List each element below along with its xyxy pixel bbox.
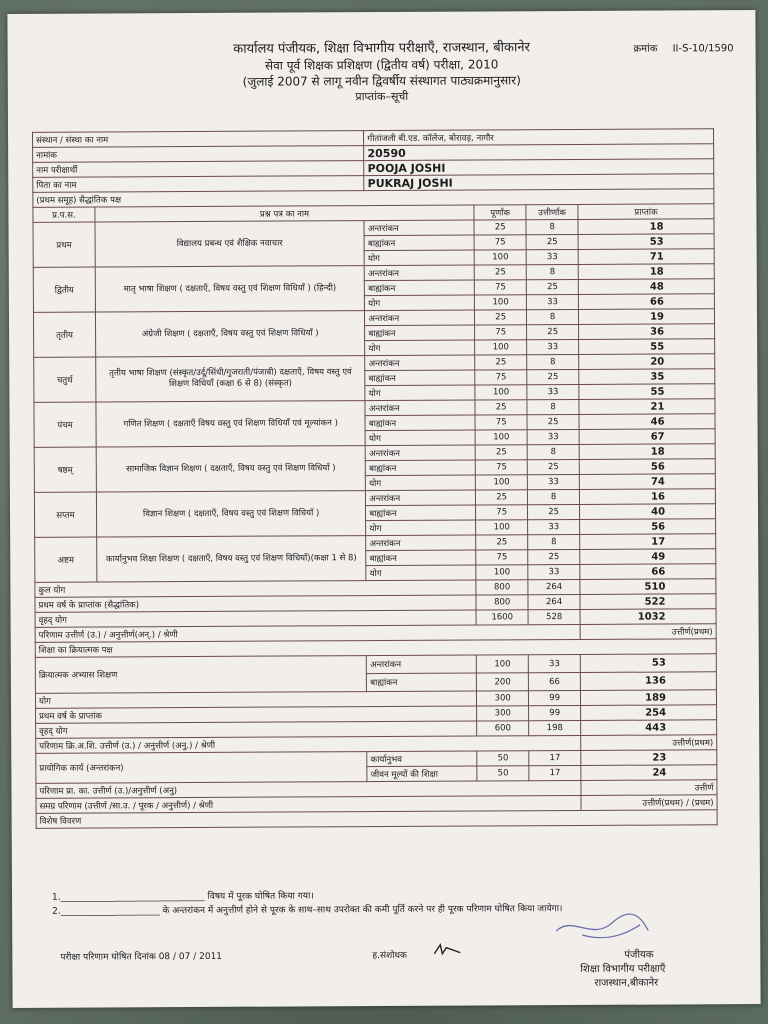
total-pass: 264 xyxy=(528,594,580,609)
paper-name: सामाजिक विज्ञान शिक्षण ( दक्षताएँ, विषय वस्तु एवं शिक्षण विधियाँ ) xyxy=(96,446,366,492)
project-type: कार्यानुभव xyxy=(367,751,477,767)
theory-group-label: (प्रथम समूह) सैद्धांतिक पक्ष xyxy=(33,189,714,208)
obtained-marks: 24 xyxy=(581,765,717,781)
pass-marks: 25 xyxy=(527,459,579,474)
paper-name: कार्यानुभव शिक्षा शिक्षण ( दक्षताएँ, विषय वस्तु एवं शिक्षण विधियाँ)(कक्षा 1 से 8) xyxy=(97,536,367,582)
max-marks: 100 xyxy=(475,385,527,400)
obtained-marks: 66 xyxy=(580,564,716,580)
max-marks: 25 xyxy=(475,445,527,460)
total-obtained: 510 xyxy=(580,579,716,595)
obtained-marks: 67 xyxy=(579,429,715,445)
obtained-marks: 56 xyxy=(580,519,716,535)
mark-type: अन्तरांकन xyxy=(365,310,475,326)
mark-type: अन्तरांकन xyxy=(364,220,474,236)
max-marks: 75 xyxy=(474,235,526,250)
paper-number: पंचम xyxy=(34,402,96,447)
total-obtained: 522 xyxy=(580,594,716,610)
total-pass: 264 xyxy=(528,579,580,594)
marksheet-title: प्राप्तांक–सूची xyxy=(355,89,409,104)
mark-type: अन्तरांकन xyxy=(365,400,475,416)
pass-marks: 33 xyxy=(526,249,578,264)
obtained-marks: 17 xyxy=(580,534,716,550)
mark-type: बाह्यांकन xyxy=(364,235,474,251)
pass-marks: 33 xyxy=(527,339,579,354)
serial-value: II-S-10/1590 xyxy=(672,43,734,55)
registrar-office: शिक्षा विभागीय परीक्षाएँ xyxy=(580,963,666,975)
obtained-marks: 46 xyxy=(579,414,715,430)
pass-marks: 8 xyxy=(528,534,580,549)
registrar-title: पंजीयक xyxy=(624,949,654,961)
total-max: 800 xyxy=(476,580,528,595)
pass-marks: 33 xyxy=(527,429,579,444)
paper-number: द्वितीय xyxy=(33,267,95,312)
pass-marks: 8 xyxy=(527,354,579,369)
obtained-marks: 53 xyxy=(580,654,716,673)
pass-marks: 25 xyxy=(528,549,580,564)
result-value: उत्तीर्ण xyxy=(581,780,717,796)
obtained-marks: 18 xyxy=(579,444,715,460)
max-marks: 50 xyxy=(477,751,529,766)
max-marks: 100 xyxy=(474,250,526,265)
total-pass: 198 xyxy=(529,720,581,735)
total-max: 1600 xyxy=(476,610,528,625)
max-marks: 100 xyxy=(476,475,528,490)
total-label: प्रथम वर्ष के प्राप्तांक xyxy=(36,706,477,723)
paper-name: गणित शिक्षण ( दक्षताएँ विषय वस्तु एवं शिक्षण विधियाँ एवं मूल्यांकन ) xyxy=(96,401,366,447)
pass-marks: 66 xyxy=(529,672,581,690)
max-marks: 25 xyxy=(475,310,527,325)
pass-marks: 17 xyxy=(529,765,581,780)
obtained-marks: 35 xyxy=(579,369,715,385)
result-value: उत्तीर्ण(प्रथम) / (प्रथम) xyxy=(581,795,717,811)
paper-name: विद्यालय प्रबन्ध एवं शैक्षिक नवाचार xyxy=(95,221,365,267)
mark-type: बाह्यांकन xyxy=(366,550,476,566)
registrar-signature xyxy=(552,911,652,946)
obtained-marks: 40 xyxy=(580,504,716,520)
pass-marks: 25 xyxy=(526,279,578,294)
total-pass: 99 xyxy=(529,690,581,705)
max-marks: 200 xyxy=(477,673,529,691)
special-remarks-label: विशेष विवरण xyxy=(36,810,717,829)
max-marks: 75 xyxy=(475,460,527,475)
mark-type: अन्तरांकन xyxy=(366,535,476,551)
mark-type: बाह्यांकन xyxy=(365,415,475,431)
obtained-marks: 53 xyxy=(578,234,714,250)
obtained-marks: 18 xyxy=(578,219,714,235)
checker-signature xyxy=(432,942,462,958)
pass-marks: 33 xyxy=(528,519,580,534)
obtained-marks: 66 xyxy=(578,294,714,310)
pass-marks: 33 xyxy=(528,564,580,579)
total-label: कुल योग xyxy=(35,580,476,597)
max-marks: 100 xyxy=(477,655,529,673)
obtained-marks: 55 xyxy=(579,384,715,400)
max-marks: 25 xyxy=(475,400,527,415)
mark-type: योग xyxy=(365,340,475,356)
obtained-marks: 136 xyxy=(580,672,716,691)
max-marks: 100 xyxy=(475,430,527,445)
max-marks: 75 xyxy=(475,415,527,430)
obtained-marks: 74 xyxy=(579,474,715,490)
pass-marks: 25 xyxy=(527,414,579,429)
paper-name: विज्ञान शिक्षण ( दक्षताएँ, विषय वस्तु एवं शिक्षण विधियाँ ) xyxy=(96,491,366,537)
mark-type: बाह्यांकन xyxy=(365,325,475,341)
total-label: प्रथम वर्ष के प्राप्तांक (सैद्धांतिक) xyxy=(35,595,476,612)
obtained-marks: 49 xyxy=(580,549,716,565)
total-max: 300 xyxy=(477,706,529,721)
total-max: 300 xyxy=(477,691,529,706)
serial-number xyxy=(621,40,733,55)
obtained-marks: 20 xyxy=(579,354,715,370)
mark-type: अन्तरांकन xyxy=(367,655,477,674)
paper-name: तृतीय भाषा शिक्षण (संस्कृत/उर्दू/सिंधी/गुजराती/पंजाबी) दक्षताएँ, विषय वस्तु एवं शिक्षण विधियाँ (कक्षा 6 से 8) (संस्कृत) xyxy=(96,356,366,402)
mark-type: अन्तरांकन xyxy=(365,265,475,281)
mark-type: योग xyxy=(365,295,475,311)
paper-name: अंग्रेजी शिक्षण ( दक्षताएँ, विषय वस्तु एवं शिक्षण विधियाँ ) xyxy=(95,311,365,357)
result-value: उत्तीर्ण(प्रथम) xyxy=(581,735,717,751)
name-value: POOJA JOSHI xyxy=(364,159,714,176)
mark-type: योग xyxy=(365,385,475,401)
office-title: कार्यालय पंजीयक, शिक्षा विभागीय परीक्षाएँ, राजस्थान, बीकानेर xyxy=(233,40,530,57)
col-obtained-header: प्राप्तांक xyxy=(578,204,714,220)
pass-marks: 33 xyxy=(528,654,580,672)
syllabus-note: (जुलाई 2007 से लागू नवीन द्विवर्षीय संस्थागत पाठ्यक्रमानुसार) xyxy=(242,73,521,89)
obtained-marks: 71 xyxy=(578,249,714,265)
mark-type: योग xyxy=(366,475,476,491)
paper-name: मातृ भाषा शिक्षण ( दक्षताएँ, विषय वस्तु एवं शिक्षण विधियाँ ) (हिन्दी) xyxy=(95,266,365,312)
max-marks: 25 xyxy=(476,490,528,505)
paper-number: सप्तम xyxy=(34,492,96,537)
total-pass: 99 xyxy=(529,705,581,720)
result-label: परिणाम क्रि.अ.शि. उत्तीर्ण (उ.) / अनुत्तीर्ण (अनु.) / श्रेणी xyxy=(36,735,581,753)
max-marks: 50 xyxy=(477,766,529,781)
max-marks: 75 xyxy=(476,550,528,565)
project-type: जीवन मूल्यों की शिक्षा xyxy=(367,766,477,782)
max-marks: 100 xyxy=(476,520,528,535)
result-value: उत्तीर्ण(प्रथम) xyxy=(580,624,716,640)
max-marks: 25 xyxy=(474,220,526,235)
pass-marks: 8 xyxy=(526,264,578,279)
mark-type: बाह्यांकन xyxy=(365,280,475,296)
max-marks: 100 xyxy=(475,340,527,355)
pass-marks: 25 xyxy=(527,324,579,339)
pass-marks: 8 xyxy=(527,444,579,459)
max-marks: 75 xyxy=(475,325,527,340)
name-label: नाम परीक्षार्थी xyxy=(33,161,364,178)
mark-type: बाह्यांकन xyxy=(366,505,476,521)
total-obtained: 189 xyxy=(581,690,717,706)
pass-marks: 8 xyxy=(527,309,579,324)
paper-number: षष्ठम् xyxy=(34,447,96,492)
roll-value: 20590 xyxy=(364,144,714,161)
obtained-marks: 48 xyxy=(578,279,714,295)
max-marks: 75 xyxy=(475,370,527,385)
obtained-marks: 21 xyxy=(579,399,715,415)
total-label: वृहद् योग xyxy=(36,721,477,738)
paper-number: प्रथम xyxy=(33,222,95,267)
pass-marks: 8 xyxy=(528,489,580,504)
col-pass-header: उत्तीर्णांक xyxy=(526,204,578,219)
footnote-1: 1.________________________________ विषय में पूरक घोषित किया गया। xyxy=(52,891,314,903)
max-marks: 100 xyxy=(475,295,527,310)
pass-marks: 25 xyxy=(527,369,579,384)
mark-type: योग xyxy=(366,565,476,581)
total-max: 800 xyxy=(476,595,528,610)
mark-type: योग xyxy=(364,250,474,266)
pass-marks: 33 xyxy=(527,294,579,309)
max-marks: 75 xyxy=(476,505,528,520)
mark-type: बाह्यांकन xyxy=(366,460,476,476)
mark-type: योग xyxy=(366,520,476,536)
marks-table xyxy=(32,128,718,829)
pass-marks: 17 xyxy=(529,750,581,765)
mark-type: योग xyxy=(365,430,475,446)
total-obtained: 254 xyxy=(581,705,717,721)
institute-label: संस्थान / संस्था का नाम xyxy=(33,131,364,148)
registrar-location: राजस्थान,बीकानेर xyxy=(594,977,659,989)
father-value: PUKRAJ JOSHI xyxy=(364,174,714,191)
pass-marks: 8 xyxy=(527,399,579,414)
obtained-marks: 18 xyxy=(578,264,714,280)
total-pass: 528 xyxy=(528,609,580,624)
paper-number: चतुर्थ xyxy=(34,357,96,402)
pass-marks: 8 xyxy=(526,219,578,234)
result-label: परिणाम उत्तीर्ण (उ.) / अनुत्तीर्ण(अन्.) / श्रेणी xyxy=(35,624,580,642)
mark-type: बाह्यांकन xyxy=(367,673,477,692)
obtained-marks: 56 xyxy=(579,459,715,475)
mark-type: अन्तरांकन xyxy=(365,355,475,371)
max-marks: 75 xyxy=(475,280,527,295)
footnote-2: 2.______________________ के अन्तरांकन में अनुत्तीर्ण होने से पूरक के साथ–साथ उपरोक्त की कमी पूर्ति करने पर ही पूरक परिणाम घोषित किया जायेगा। xyxy=(52,904,563,917)
obtained-marks: 55 xyxy=(579,339,715,355)
max-marks: 100 xyxy=(476,565,528,580)
obtained-marks: 23 xyxy=(581,750,717,766)
marksheet-document xyxy=(7,10,760,1008)
obtained-marks: 36 xyxy=(579,324,715,340)
obtained-marks: 19 xyxy=(579,309,715,325)
total-label: वृहद् योग xyxy=(35,610,476,627)
serial-label: क्रमांक xyxy=(633,43,658,55)
max-marks: 25 xyxy=(474,265,526,280)
obtained-marks: 16 xyxy=(580,489,716,505)
father-label: पिता का नाम xyxy=(33,176,364,193)
practical-name: क्रियात्मक अभ्यास शिक्षण xyxy=(35,656,367,694)
paper-number: तृतीय xyxy=(33,312,95,357)
result-label: परिणाम प्रा. का. उत्तीर्ण (उ.)/अनुत्तीर्ण (अनु) xyxy=(36,780,581,798)
project-label: प्रायोगिक कार्य (अन्तरांकन) xyxy=(36,752,367,784)
roll-label: नामांक xyxy=(33,146,364,163)
total-obtained: 443 xyxy=(581,720,717,736)
col-paper-header: प्र.प.स. xyxy=(33,207,95,222)
max-marks: 25 xyxy=(475,355,527,370)
result-label: समग्र परिणाम (उत्तीर्ण /सा.उ. / पूरक / अनुत्तीर्ण) / श्रेणी xyxy=(36,795,581,813)
max-marks: 25 xyxy=(476,535,528,550)
pass-marks: 33 xyxy=(527,384,579,399)
col-name-header: प्रश्न पत्र का नाम xyxy=(95,205,474,222)
total-label: योग xyxy=(35,691,476,708)
pass-marks: 25 xyxy=(528,504,580,519)
col-max-header: पूर्णांक xyxy=(474,205,526,220)
practical-group-label: शिक्षा का क्रियात्मक पक्ष xyxy=(35,639,716,658)
result-date: परीक्षा परिणाम घोषित दिनांक 08 / 07 / 2011 xyxy=(60,951,223,963)
checker-label: ह.संशोधक xyxy=(372,950,407,962)
special-remarks-row xyxy=(36,810,717,829)
mark-type: अन्तरांकन xyxy=(366,445,476,461)
paper-number: अष्टम xyxy=(35,537,97,582)
mark-type: अन्तरांकन xyxy=(366,490,476,506)
total-obtained: 1032 xyxy=(580,609,716,625)
mark-type: बाह्यांकन xyxy=(365,370,475,386)
total-max: 600 xyxy=(477,721,529,736)
pass-marks: 25 xyxy=(526,234,578,249)
pass-marks: 33 xyxy=(527,474,579,489)
exam-title: सेवा पूर्व शिक्षक प्रशिक्षण (द्वितीय वर्ष) परीक्षा, 2010 xyxy=(264,57,499,73)
institute-value: गीतांजली बी.एड. कॉलेज, बोरावड़, नागौर xyxy=(364,129,714,146)
